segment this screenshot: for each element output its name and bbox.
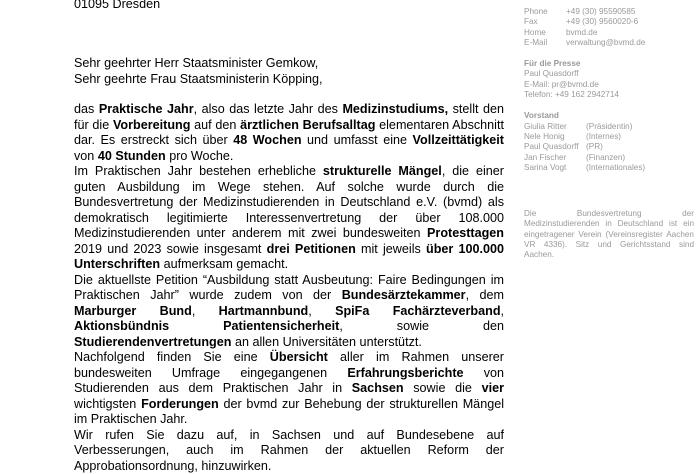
body-text: aller im Rahmen unserer bundesweiten Umfrage eingegangenen [74,350,504,380]
board-name: Nele Honig [524,132,586,142]
contact-row [524,28,694,38]
body-text: , dem [466,288,504,302]
contact-row [524,38,694,48]
contact-value: +49 (30) 9560020-6 [566,17,638,27]
contact-value: bvmd.de [566,28,597,38]
board-row [524,132,694,142]
body-text: , [308,304,335,318]
body-text: mit jeweils [356,242,426,256]
body-text: der bvmd zur Behebung der strukturellen Mängel im Praktischen Jahr. [74,397,504,427]
letter-body [74,102,504,474]
body-text: an allen Universitäten unterstützt. [231,335,421,349]
board-role: (Präsidentin) [586,122,632,132]
body-text: Im Praktischen Jahr bestehen erhebliche [74,164,323,178]
emphasis-text: Studierendenvertretungen [74,335,231,349]
body-text: stellt den für die [74,102,504,132]
paragraph [74,273,504,351]
emphasis-text: Forderungen [141,397,219,411]
board-name: Sarina Vogt [524,163,586,173]
emphasis-text: Aktionsbündnis Patientensicherheit [74,319,339,333]
body-text: , [501,304,505,318]
board-row [524,153,694,163]
body-text: sowie die [404,381,482,395]
board-name: Jan Fischer [524,153,586,163]
board-role: (PR) [586,142,603,152]
emphasis-text: SpiFa Fachärzteverband [335,304,500,318]
emphasis-text: Vollzeittätigkeit [413,133,504,147]
emphasis-text: Vorbereitung [113,118,190,132]
emphasis-text: drei Petitionen [267,242,356,256]
body-text: elementaren Abschnitt dar. Es erstreckt sich über [74,118,504,148]
board-role: (Internes) [586,132,621,142]
emphasis-text: Hartmannbund [219,304,309,318]
body-text: , sowie den [339,319,504,333]
body-text: Die aktuellste Petition “Ausbildung statt Ausbeutung: Faire Bedingungen im Praktischen Jahr” wurde zudem von der [74,273,504,303]
salutation [74,56,323,87]
body-text: das [74,102,99,116]
body-text: und umfasst eine [302,133,413,147]
contact-value: +49 (30) 95590585 [566,7,635,17]
board-row [524,122,694,132]
emphasis-text: vier [482,381,504,395]
board-role: (Internationales) [586,163,645,173]
emphasis-text: ärztlichen Berufsalltag [240,118,375,132]
board-name: Paul Quasdorff [524,142,586,152]
body-text: von Studierenden aus dem Praktischen Jahr in [74,366,504,396]
press-line: Paul Quasdorff [524,69,694,79]
emphasis-text: Praktische Jahr [99,102,194,116]
body-text: , also das letzte Jahr des [194,102,343,116]
body-text: aufmerksam gemacht. [160,257,288,271]
body-text: 2019 und 2023 sowie insgesamt [74,242,267,256]
body-text: von [74,149,98,163]
salutation-line-1: Sehr geehrter Herr Staatsminister Gemkow, [74,56,323,72]
emphasis-text: Bundesärztekammer [342,288,466,302]
body-text: auf den [190,118,240,132]
emphasis-text: Medizinstudiums, [342,102,448,116]
body-text: , [192,304,219,318]
paragraph [74,102,504,164]
emphasis-text: 48 Wochen [233,133,301,147]
press-line: Telefon: +49 162 2942714 [524,90,694,100]
press-block [524,59,694,100]
emphasis-text: strukturelle Mängel [323,164,442,178]
emphasis-text: Sachsen [352,381,404,395]
board-row [524,142,694,152]
letterhead-sidebar [524,0,694,261]
press-line: E-Mail: pr@bvmd.de [524,80,694,90]
association-note: Die Bundesvertretung der Medizinstudierenden in Deutschland ist ein eingetragener Verein (Vereinsregister Aachen VR 4336). Sitz und Gerichtsstand sind Aachen. [524,209,694,260]
salutation-line-2: Sehr geehrte Frau Staatsministerin Köpping, [74,72,323,88]
body-text: Nachfolgend finden Sie eine [74,350,270,364]
emphasis-text: über 100.000 Unterschriften [74,242,504,272]
board-name: Giulia Ritter [524,122,586,132]
emphasis-text: Erfahrungsberichte [347,366,463,380]
press-heading: Für die Presse [524,59,694,69]
board-row [524,163,694,173]
address-city: 01095 Dresden [74,0,160,11]
contact-key: Fax [524,17,566,27]
body-text: pro Woche. [166,149,234,163]
contact-key: Phone [524,7,566,17]
body-text: , die einer guten Ausbildung im Wege stehen. Auf solche wurde durch die Bundesvertretung der Medizinstudierenden in Deutschland e.V. (bvmd) als demokratisch legitimierte Interessenvertretung der über 108.000 Medizinstudierenden unter anderem mit zwei bundesweiten [74,164,504,240]
paragraph [74,164,504,273]
emphasis-text: Übersicht [270,350,328,364]
contact-block [524,7,694,48]
emphasis-text: Protesttagen [427,226,504,240]
board-heading: Vorstand [524,111,694,121]
paragraph [74,350,504,428]
contact-row [524,7,694,17]
contact-row [524,17,694,27]
contact-value: verwaltung@bvmd.de [566,38,645,48]
emphasis-text: 40 Stunden [98,149,166,163]
board-role: (Finanzen) [586,153,625,163]
emphasis-text: Marburger Bund [74,304,192,318]
contact-key: E-Mail [524,38,566,48]
paragraph [74,428,504,474]
board-block [524,111,694,173]
body-text: wichtigsten [74,397,141,411]
contact-key: Home [524,28,566,38]
body-text: Wir rufen Sie dazu auf, in Sachsen und auf Bundesebene auf Verbesserungen, auch im Rahmen der aktuellen Reform der Approbationsordnung, hinzuwirken. [74,428,504,473]
